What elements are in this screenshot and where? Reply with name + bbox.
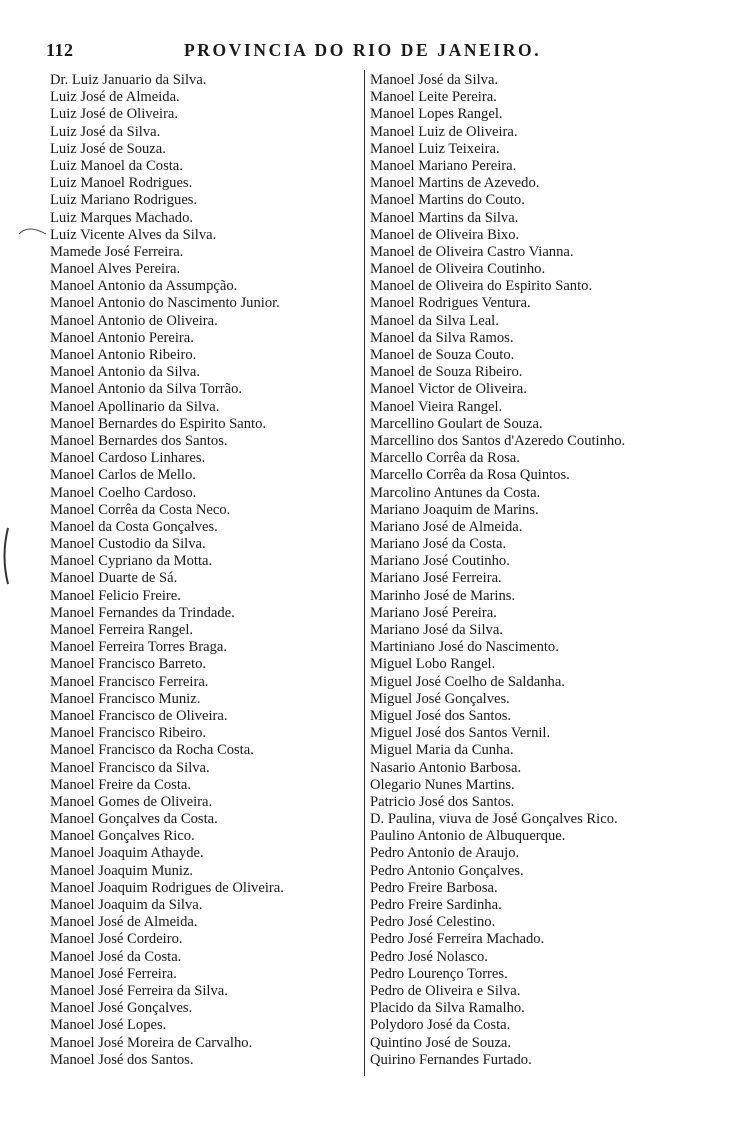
left-column-entry: Luiz Marques Machado. [50,209,194,226]
right-column-entry: Polydoro José da Costa. [370,1017,511,1034]
right-column-entry: Pedro Antonio Gonçalves. [370,862,524,879]
right-column-entry: Manoel Martins de Azevedo. [370,175,540,192]
left-column-entry: Manoel Duarte de Sá. [50,570,178,587]
right-column-entry: Martiniano José do Nascimento. [370,639,559,656]
right-column-entry: Manoel Martins da Silva. [370,209,519,226]
right-column-entry: Marcellino dos Santos d'Azeredo Coutinho. [370,432,626,449]
left-column-entry: Manoel Freire da Costa. [50,776,192,793]
left-column-entry: Manoel da Costa Gonçalves. [50,518,218,535]
left-column-entry: Manoel Francisco Ribeiro. [50,725,207,742]
right-column-entry: Miguel José Gonçalves. [370,690,510,707]
right-column-entry: Mariano José da Silva. [370,622,503,638]
right-column-entry: Nasario Antonio Barbosa. [370,759,522,776]
right-column-entry: Patricio José dos Santos. [370,793,515,810]
left-column-entry: Manoel José Gonçalves. [50,1000,193,1017]
left-column-entry: Manoel Francisco Barreto. [50,656,207,673]
left-column-entry: Manoel Antonio da Silva Torrão. [50,381,243,398]
left-column-entry: Mamede José Ferreira. [50,243,184,260]
margin-pencil-mark [18,222,48,236]
right-column-entry: Manoel Mariano Pereira. [370,157,517,174]
left-column-entry: Manoel Francisco Ferreira. [50,673,209,690]
margin-bracket-mark [0,526,10,586]
right-column-entry: Pedro de Oliveira e Silva. [370,982,521,999]
left-column-entry: Manoel José de Almeida. [50,914,198,931]
right-column-entry: Marcellino Goulart de Souza. [370,415,543,432]
left-column-entry: Manoel Francisco da Rocha Costa. [50,742,254,759]
left-column-entry: Manoel Joaquim Muniz. [50,862,194,879]
right-column-entry: Manoel Rodrigues Ventura. [370,295,531,312]
right-column-entry: Marcolino Antunes da Costa. [370,484,541,501]
left-column-entry: Manoel José Lopes. [50,1017,167,1034]
left-column-entry: Manoel Bernardes do Espirito Santo. [50,415,267,432]
left-column-entry: Manoel José Moreira de Carvalho. [50,1034,253,1051]
right-column-entry: Manoel Leite Pereira. [370,89,497,106]
left-column-entry: Manoel Gonçalves Rico. [50,828,195,845]
right-column-entry: Pedro Freire Barbosa. [370,879,498,896]
left-column-entry: Manoel Gomes de Oliveira. [50,793,213,810]
left-column-entry: Luiz José de Almeida. [50,89,180,106]
right-column-entry: Mariano José Coutinho. [370,553,510,570]
right-column-entry: Manoel da Silva Leal. [370,312,499,329]
left-column-entry: Manoel Felicio Freire. [50,587,181,604]
left-column-entry: Manoel Antonio da Silva. [50,364,200,381]
left-column-entry: Dr. Luiz Januario da Silva. [50,72,207,88]
left-column-entry: Manoel José Ferreira. [50,965,177,982]
left-column-entry: Manoel José da Costa. [50,948,182,965]
page-header [0,40,736,66]
left-column-entry: Luiz José de Souza. [50,140,166,157]
right-column-entry: Paulino Antonio de Albuquerque. [370,828,566,845]
right-column-entry: Mariano José da Costa. [370,536,507,553]
left-column-entry: Manoel Antonio Pereira. [50,329,194,346]
left-column-entry: Manoel Joaquim da Silva. [50,897,203,913]
right-column-entry: Marcello Corrêa da Rosa. [370,450,520,467]
right-column-entry: Manoel de Oliveira do Espirito Santo. [370,278,593,295]
right-column-entry: Pedro Lourenço Torres. [370,965,508,982]
left-column-entry: Manoel Joaquim Rodrigues de Oliveira. [50,879,284,896]
left-column-entry: Luiz Manoel Rodrigues. [50,175,193,192]
right-column-entry: Marcello Corrêa da Rosa Quintos. [370,467,570,484]
left-column-entry: Manoel José Cordeiro. [50,931,183,948]
right-column-entry: Manoel Luiz de Oliveira. [370,123,518,140]
right-column-entry: Manoel Martins do Couto. [370,192,525,209]
right-column-entry: Pedro José Nolasco. [370,948,488,965]
right-column-entry: Miguel José Coelho de Saldanha. [370,673,565,690]
column-divider [364,70,365,1076]
right-column-entry: Manoel Lopes Rangel. [370,106,503,123]
left-column-entry: Luiz Manoel da Costa. [50,157,183,174]
right-column-entry: Quirino Fernandes Furtado. [370,1051,532,1068]
right-name-column [370,72,732,1069]
right-column-entry: Placido da Silva Ramalho. [370,1000,525,1017]
right-column-entry: Mariano José de Almeida. [370,518,523,535]
left-column-entry: Manoel Francisco de Oliveira. [50,707,228,724]
left-column-entry: Luiz Vicente Alves da Silva. [50,226,217,243]
left-column-entry: Manoel Antonio da Assumpção. [50,278,238,295]
right-column-entry: Manoel de Oliveira Bixo. [370,226,520,243]
right-column-entry: Pedro José Celestino. [370,914,496,931]
left-column-entry: Manoel Coelho Cardoso. [50,484,197,501]
right-column-entry: Manoel de Souza Ribeiro. [370,364,523,381]
right-column-entry: Manoel Luiz Teixeira. [370,140,500,157]
right-column-entry: Marinho José de Marins. [370,587,516,604]
right-column-entry: Miguel Lobo Rangel. [370,656,496,673]
right-column-entry: Mariano Joaquim de Marins. [370,501,539,518]
left-column-entry: Manoel Carlos de Mello. [50,467,196,484]
left-column-entry: Manoel Ferreira Rangel. [50,622,194,638]
right-column-entry: Pedro José Ferreira Machado. [370,931,545,948]
right-column-entry: Olegario Nunes Martins. [370,776,515,793]
page-number: 112 [46,40,74,60]
right-column-entry: D. Paulina, viuva de José Gonçalves Rico. [370,811,618,828]
left-column-entry: Manoel Cardoso Linhares. [50,450,206,467]
left-column-entry: Manoel Custodio da Silva. [50,536,206,553]
left-column-entry: Manoel Antonio de Oliveira. [50,312,218,329]
left-column-entry: Manoel Alves Pereira. [50,261,181,278]
right-column-entry: Manoel da Silva Ramos. [370,329,514,346]
left-column-entry: Luiz José de Oliveira. [50,106,179,123]
right-column-entry: Pedro Freire Sardinha. [370,897,502,913]
left-column-entry: Manoel Francisco Muniz. [50,690,201,707]
left-column-entry: Manoel Joaquim Athayde. [50,845,204,862]
right-column-entry: Mariano José Pereira. [370,604,497,621]
right-column-entry: Pedro Antonio de Araujo. [370,845,520,862]
right-column-entry: Mariano José Ferreira. [370,570,502,587]
left-name-column [50,72,360,1069]
right-column-entry: Miguel José dos Santos Vernil. [370,725,551,742]
left-column-entry: Manoel Francisco da Silva. [50,759,210,776]
left-column-entry: Manoel José dos Santos. [50,1051,194,1068]
left-column-entry: Manoel Cypriano da Motta. [50,553,213,570]
left-column-entry: Manoel Fernandes da Trindade. [50,604,235,621]
left-column-entry: Manoel Gonçalves da Costa. [50,811,218,828]
right-column-entry: Manoel de Oliveira Coutinho. [370,261,546,278]
left-column-entry: Manoel Ferreira Torres Braga. [50,639,228,656]
right-column-entry: Miguel José dos Santos. [370,707,512,724]
right-column-entry: Manoel José da Silva. [370,72,499,88]
left-column-entry: Manoel Antonio Ribeiro. [50,347,197,363]
left-column-entry: Manoel Corrêa da Costa Neco. [50,501,231,518]
right-column-entry: Manoel Victor de Oliveira. [370,381,527,398]
left-column-entry: Manoel Bernardes dos Santos. [50,432,228,449]
left-column-entry: Luiz Mariano Rodrigues. [50,192,198,209]
left-column-entry: Luiz José da Silva. [50,123,161,140]
right-column-entry: Quintino José de Souza. [370,1034,512,1051]
left-column-entry: Manoel José Ferreira da Silva. [50,982,228,999]
left-column-entry: Manoel Antonio do Nascimento Junior. [50,295,280,312]
right-column-entry: Manoel de Souza Couto. [370,347,515,363]
left-column-entry: Manoel Apollinario da Silva. [50,398,220,415]
running-title: PROVINCIA DO RIO DE JANEIRO. [184,40,542,60]
right-column-entry: Manoel Vieira Rangel. [370,398,503,415]
right-column-entry: Miguel Maria da Cunha. [370,742,514,759]
right-column-entry: Manoel de Oliveira Castro Vianna. [370,243,574,260]
